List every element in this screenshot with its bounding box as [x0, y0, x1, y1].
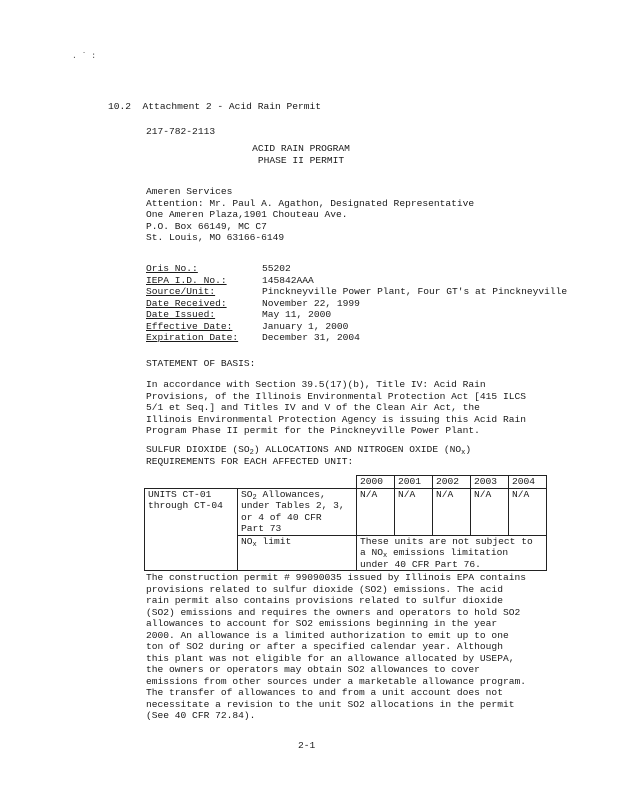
page-number: 2-1: [298, 740, 316, 751]
allocations-heading: SULFUR DIOXIDE $(SO_2)$ ALLOCATIONS AND NITROGEN OXIDE $(NO_x)$ REQUIREMENTS FOR EACH AFFECTED UNIT:: [146, 444, 472, 467]
year-header: 2001: [395, 476, 433, 489]
table-row: [145, 488, 547, 535]
info-row: [146, 321, 567, 333]
paragraph-line: The construction permit # 99090035 issued by Illinois EPA contains: [146, 572, 526, 583]
so2-value-cell: N/A: [509, 488, 547, 535]
permit-title-line2: PHASE II PERMIT: [257, 154, 345, 166]
address-line: Ameren Services: [146, 186, 233, 197]
info-value: December 31, 2004: [262, 332, 360, 343]
statement-of-basis-heading: STATEMENT OF BASIS:: [146, 358, 256, 369]
basis-paragraph: [146, 379, 526, 437]
paragraph-line: In accordance with Section 39.5(17)(b), Title IV: Acid Rain: [146, 379, 486, 390]
info-label: Date Received:: [146, 297, 227, 309]
paragraph-line: ton of SO2 during or after a specified calendar year. Although: [146, 641, 503, 652]
info-row: [146, 275, 567, 287]
info-row: [146, 332, 567, 344]
so2-value-cell: N/A: [471, 488, 509, 535]
paragraph-line: necessitate a revision to the unit SO2 allocations in the permit: [146, 698, 515, 710]
info-label: IEPA I.D. No.:: [146, 274, 227, 286]
table-header-row: [145, 476, 547, 489]
info-label: Effective Date:: [146, 320, 233, 332]
address-line: Attention: Mr. Paul A. Agathon, Designated Representative: [146, 197, 475, 209]
address-line: St. Louis, MO 63166-6149: [146, 232, 285, 243]
info-value: November 22, 1999: [262, 297, 360, 309]
paragraph-line: Illinois Environmental Protection Agency is issuing this Acid Rain: [146, 413, 526, 425]
info-row: [146, 286, 567, 298]
so2-value-cell: N/A: [433, 488, 471, 535]
so2-label-cell: $SO_2$ Allowances, under Tables 2, 3, or 4 of 40 CFR Part 73: [238, 488, 357, 535]
so2-value-cell: N/A: [395, 488, 433, 535]
nox-label-cell: $NO_x$ limit: [238, 535, 357, 571]
permit-info: [146, 263, 567, 344]
paragraph-line: this plant was not eligible for an allowance allocated by USEPA,: [146, 652, 515, 664]
paragraph-line: (See 40 CFR 72.84).: [146, 710, 256, 721]
info-label: Oris No.:: [146, 263, 198, 274]
permit-title-line1: ACID RAIN PROGRAM: [252, 143, 350, 154]
info-row: [146, 263, 567, 275]
info-value: May 11, 2000: [262, 309, 332, 320]
year-header: 2000: [357, 476, 395, 489]
paragraph-line: 2000. An allowance is a limited authorization to emit up to one: [146, 629, 509, 641]
section-number: 10.2: [108, 101, 132, 112]
construction-permit-paragraph: [146, 572, 526, 722]
paragraph-line: emissions from other sources under a marketable allowance program.: [146, 675, 526, 687]
phone-number: 217-782-2113: [146, 126, 216, 137]
paragraph-line: allowances to account for SO2 emissions beginning in the year: [146, 618, 498, 629]
so2-value-cell: N/A: [357, 488, 395, 535]
info-label: Date Issued:: [146, 309, 216, 320]
nox-note-cell: These units are not subject to a $NO_x$ emissions limitation under 40 CFR Part 76.: [357, 535, 547, 571]
paragraph-line: rain permit also contains provisions related to sulfur dioxide: [146, 595, 503, 606]
paragraph-line: Provisions, of the Illinois Environmental Protection Act [415 ILCS: [146, 390, 526, 402]
info-value: 145842AAA: [262, 274, 314, 286]
paragraph-line: provisions related to sulfur dioxide (SO2) emissions. The acid: [146, 583, 503, 595]
info-value: 55202: [262, 263, 291, 274]
info-label: Expiration Date:: [146, 332, 239, 343]
paragraph-line: Program Phase II permit for the Pinckneyville Power Plant.: [146, 425, 480, 436]
info-row: [146, 298, 567, 310]
permit-title: [146, 143, 456, 166]
scan-marks: . ` :: [72, 52, 97, 61]
paragraph-line: (SO2) emissions and requires the owners and operators to hold SO2: [146, 606, 521, 618]
year-header: 2002: [433, 476, 471, 489]
info-value: January 1, 2000: [262, 320, 349, 332]
info-label: Source/Unit:: [146, 286, 216, 297]
paragraph-line: the owners or operators may obtain SO2 allowances to cover: [146, 664, 480, 675]
year-header: 2003: [471, 476, 509, 489]
info-row: [146, 309, 567, 321]
address-line: One Ameren Plaza,1901 Chouteau Ave.: [146, 209, 348, 220]
address-block: [146, 186, 474, 244]
units-cell: UNITS CT-01 through CT-04: [145, 488, 238, 571]
year-header: 2004: [509, 476, 547, 489]
allocations-table: [144, 475, 547, 571]
attachment-title: Attachment 2 - Acid Rain Permit: [142, 101, 322, 112]
section-header: [108, 101, 321, 113]
address-line: P.O. Box 66149, MC C7: [146, 220, 267, 232]
paragraph-line: The transfer of allowances to and from a unit account does not: [146, 687, 503, 698]
paragraph-line: 5/1 et Seq.] and Titles IV and V of the Clean Air Act, the: [146, 402, 480, 413]
info-value: Pinckneyville Power Plant, Four GT's at Pinckneyville: [262, 286, 568, 297]
